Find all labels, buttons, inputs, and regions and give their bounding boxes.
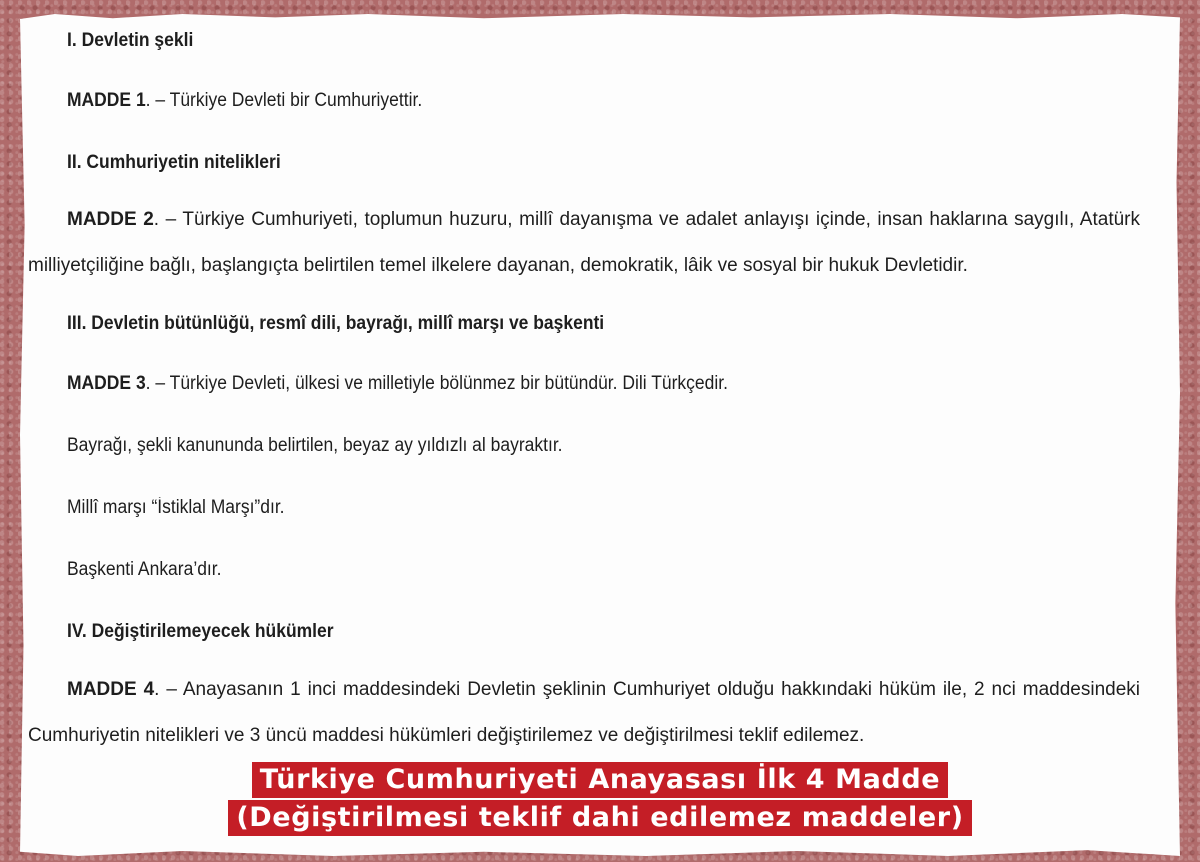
section-4-heading: IV. Değiştirilemeyecek hükümler xyxy=(67,621,334,642)
caption-subtitle: (Değiştirilmesi teklif dahi edilemez maddeler) xyxy=(228,800,971,836)
madde-3-anthem: Millî marşı “İstiklal Marşı”dır. xyxy=(67,497,285,518)
madde-3-label: MADDE 3 xyxy=(67,373,146,394)
caption-line-1 xyxy=(0,762,1200,798)
madde-2-label: MADDE 2 xyxy=(67,209,154,230)
section-3-heading: III. Devletin bütünlüğü, resmî dili, bayrağı, millî marşı ve başkenti xyxy=(67,313,605,334)
madde-3-capital: Başkenti Ankara’dır. xyxy=(67,559,222,580)
madde-1-text: . – Türkiye Devleti bir Cumhuriyettir. xyxy=(145,90,423,111)
madde-4 xyxy=(28,667,1140,759)
madde-3-text: . – Türkiye Devleti, ülkesi ve milletiyle bölünmez bir bütündür. Dili Türkçedir. xyxy=(145,373,728,394)
madde-3 xyxy=(67,373,728,395)
madde-3-flag: Bayrağı, şekli kanununda belirtilen, beyaz ay yıldızlı al bayraktır. xyxy=(67,435,563,456)
caption-title: Türkiye Cumhuriyeti Anayasası İlk 4 Madde xyxy=(252,762,948,798)
caption-line-2 xyxy=(0,800,1200,836)
madde-1-label: MADDE 1 xyxy=(67,90,146,111)
madde-2 xyxy=(28,197,1140,289)
madde-4-text: . – Anayasanın 1 inci maddesindeki Devletin şeklinin Cumhuriyet olduğu hakkındaki hüküm ile, 2 nci maddesindeki Cumhuriyetin nitelikleri ve 3 üncü maddesi hükümleri değiştirilemez ve değiştirilmesi teklif edilemez. xyxy=(28,679,1140,746)
madde-1 xyxy=(67,90,422,112)
madde-4-label: MADDE 4 xyxy=(67,679,155,700)
section-1-heading: I. Devletin şekli xyxy=(67,30,194,51)
madde-2-text: . – Türkiye Cumhuriyeti, toplumun huzuru, millî dayanışma ve adalet anlayışı içinde, insan haklarına saygılı, Atatürk milliyetçiliğine bağlı, başlangıçta belirtilen temel ilkelere dayanan, demokratik, lâik ve sosyal bir hukuk Devletidir. xyxy=(28,209,1141,276)
section-2-heading: II. Cumhuriyetin nitelikleri xyxy=(67,152,281,173)
